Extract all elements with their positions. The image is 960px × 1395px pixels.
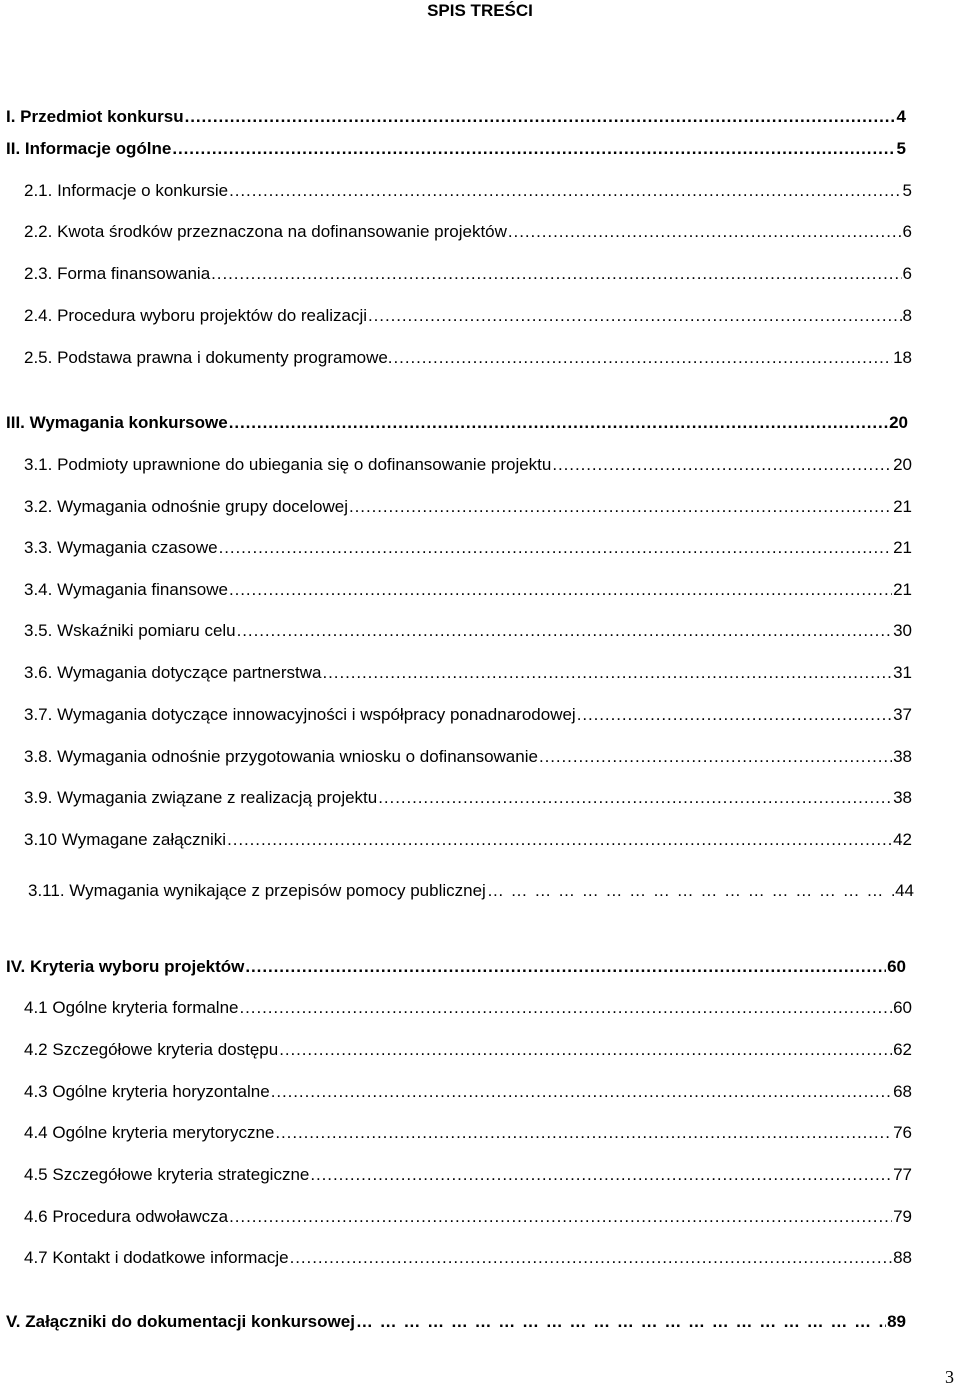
- toc-entry-2-1[interactable]: [24, 180, 912, 202]
- toc-entry-label: 4.1 Ogólne kryteria formalne: [24, 998, 239, 1017]
- toc-entry-page: 38: [893, 788, 912, 807]
- dot-leader: [368, 305, 902, 327]
- toc-entry-4-3[interactable]: [24, 1081, 912, 1103]
- toc-entry-page: 18: [893, 348, 912, 367]
- toc-entry-label: 2.3. Forma finansowania: [24, 264, 211, 283]
- toc-entry-label: 3.5. Wskaźniki pomiaru celu: [24, 621, 236, 640]
- toc-entry-label: 2.2. Kwota środków przeznaczona na dofinansowanie projektów: [24, 222, 507, 241]
- toc-entry-page: 21: [893, 538, 912, 557]
- toc-entry-chapter-3[interactable]: [6, 412, 908, 434]
- toc-entry-chapter-5[interactable]: [6, 1311, 906, 1333]
- dot-leader: [172, 138, 895, 160]
- toc-entry-label: 3.7. Wymagania dotyczące innowacyjności i współpracy ponadnarodowej: [24, 705, 576, 724]
- toc-entry-page: 60: [887, 957, 906, 976]
- toc-entry-4-5[interactable]: [24, 1164, 912, 1186]
- dot-leader: [356, 1311, 886, 1333]
- toc-entry-page: 42: [893, 830, 912, 849]
- toc-entry-3-8[interactable]: [24, 746, 912, 768]
- dot-leader: [229, 180, 901, 202]
- toc-entry-chapter-4[interactable]: [6, 956, 906, 978]
- dot-leader: [185, 106, 896, 128]
- toc-entry-3-7[interactable]: [24, 704, 912, 726]
- toc-entry-page: 20: [893, 455, 912, 474]
- toc-entry-label: 3.8. Wymagania odnośnie przygotowania wniosku o dofinansowanie: [24, 747, 538, 766]
- toc-entry-page: 38: [893, 747, 912, 766]
- toc-title: SPIS TREŚCI: [427, 1, 533, 20]
- toc-entry-label: 4.4 Ogólne kryteria merytoryczne: [24, 1123, 275, 1142]
- toc-entry-label: 4.7 Kontakt i dodatkowe informacje: [24, 1248, 289, 1267]
- toc-entry-label: 4.2 Szczegółowe kryteria dostępu: [24, 1040, 279, 1059]
- toc-entry-page: 5: [902, 181, 912, 200]
- toc-entry-3-6[interactable]: [24, 662, 912, 684]
- toc-entry-label: 3.4. Wymagania finansowe: [24, 580, 228, 599]
- toc-entry-page: 60: [893, 998, 912, 1017]
- dot-leader: [229, 412, 888, 434]
- toc-entry-label: 3.3. Wymagania czasowe: [24, 538, 218, 557]
- toc-entry-page: 6: [902, 222, 912, 241]
- toc-entry-3-3[interactable]: [24, 537, 912, 559]
- toc-entry-label: III. Wymagania konkursowe: [6, 413, 228, 432]
- toc-entry-3-11[interactable]: [28, 880, 914, 902]
- dot-leader: [290, 1247, 892, 1269]
- toc-entry-3-10[interactable]: [24, 829, 912, 851]
- toc-entry-3-4[interactable]: [24, 579, 912, 601]
- dot-leader: [275, 1122, 892, 1144]
- toc-entry-label: 2.1. Informacje o konkursie: [24, 181, 229, 200]
- toc-entry-2-3[interactable]: [24, 263, 912, 285]
- toc-entry-label: V. Załączniki do dokumentacji konkursowej: [6, 1312, 355, 1331]
- toc-entry-page: 79: [893, 1207, 912, 1226]
- dot-leader: [245, 956, 886, 978]
- toc-entry-page: 76: [893, 1123, 912, 1142]
- toc-entry-page: 77: [893, 1165, 912, 1184]
- toc-entry-page: 8: [902, 306, 912, 325]
- toc-entry-4-6[interactable]: [24, 1206, 912, 1228]
- dot-leader: [378, 787, 892, 809]
- toc-entry-page: 20: [889, 413, 908, 432]
- dot-leader: [227, 829, 892, 851]
- toc-entry-page: 88: [893, 1248, 912, 1267]
- dot-leader: [310, 1164, 892, 1186]
- dot-leader: [508, 221, 902, 243]
- dot-leader: [577, 704, 892, 726]
- dot-leader: [552, 454, 892, 476]
- toc-entry-2-5[interactable]: [24, 347, 912, 369]
- toc-entry-label: I. Przedmiot konkursu: [6, 107, 184, 126]
- ellipsis-leader: [487, 880, 894, 902]
- dot-leader: [229, 579, 892, 601]
- toc-entry-label: 3.2. Wymagania odnośnie grupy docelowej: [24, 497, 348, 516]
- toc-entry-page: 44: [895, 881, 914, 900]
- toc-entry-label: 4.5 Szczegółowe kryteria strategiczne: [24, 1165, 310, 1184]
- toc-entry-4-1[interactable]: [24, 997, 912, 1019]
- dot-leader: [394, 347, 893, 369]
- dot-leader: [229, 1206, 892, 1228]
- toc-entry-chapter-2[interactable]: [6, 138, 906, 160]
- toc-entry-page: 6: [902, 264, 912, 283]
- toc-entry-2-4[interactable]: [24, 305, 912, 327]
- toc-entry-page: 21: [893, 580, 912, 599]
- dot-leader: [211, 263, 901, 285]
- dot-leader: [349, 496, 892, 518]
- toc-entry-4-2[interactable]: [24, 1039, 912, 1061]
- toc-entry-label: 3.11. Wymagania wynikające z przepisów pomocy publicznej: [28, 881, 486, 900]
- toc-entry-page: 31: [893, 663, 912, 682]
- toc-entry-4-7[interactable]: [24, 1247, 912, 1269]
- dot-leader: [240, 997, 893, 1019]
- toc-entry-3-1[interactable]: [24, 454, 912, 476]
- toc-entry-label: 4.6 Procedura odwoławcza: [24, 1207, 229, 1226]
- toc-entry-4-4[interactable]: [24, 1122, 912, 1144]
- toc-entry-label: 4.3 Ogólne kryteria horyzontalne: [24, 1082, 270, 1101]
- toc-entry-label: 3.6. Wymagania dotyczące partnerstwa: [24, 663, 322, 682]
- toc-entry-3-2[interactable]: [24, 496, 912, 518]
- dot-leader: [323, 662, 893, 684]
- toc-entry-2-2[interactable]: [24, 221, 912, 243]
- dot-leader: [539, 746, 892, 768]
- toc-entry-page: 37: [893, 705, 912, 724]
- toc-entry-label: IV. Kryteria wyboru projektów: [6, 957, 245, 976]
- dot-leader: [219, 537, 893, 559]
- toc-entry-label: 2.5. Podstawa prawna i dokumenty programowe.: [24, 348, 393, 367]
- toc-entry-label: 3.10 Wymagane załączniki: [24, 830, 227, 849]
- toc-entry-3-5[interactable]: [24, 620, 912, 642]
- toc-entry-page: 68: [893, 1082, 912, 1101]
- toc-entry-page: 30: [893, 621, 912, 640]
- page-number: 3: [945, 1367, 954, 1387]
- dot-leader: [271, 1081, 892, 1103]
- toc-entry-label: 3.1. Podmioty uprawnione do ubiegania się o dofinansowanie projektu: [24, 455, 552, 474]
- toc-entry-page: 89: [887, 1312, 906, 1331]
- toc-entry-3-9[interactable]: [24, 787, 912, 809]
- toc-entry-label: 2.4. Procedura wyboru projektów do realizacji: [24, 306, 368, 325]
- toc-entry-page: 4: [896, 107, 906, 126]
- toc-entry-page: 5: [896, 139, 906, 158]
- dot-leader: [279, 1039, 892, 1061]
- toc-entry-page: 62: [893, 1040, 912, 1059]
- toc-entry-chapter-1[interactable]: [6, 106, 906, 128]
- toc-entry-page: 21: [893, 497, 912, 516]
- toc-entry-label: II. Informacje ogólne: [6, 139, 172, 158]
- toc-entry-label: 3.9. Wymagania związane z realizacją projektu: [24, 788, 378, 807]
- dot-leader: [237, 620, 892, 642]
